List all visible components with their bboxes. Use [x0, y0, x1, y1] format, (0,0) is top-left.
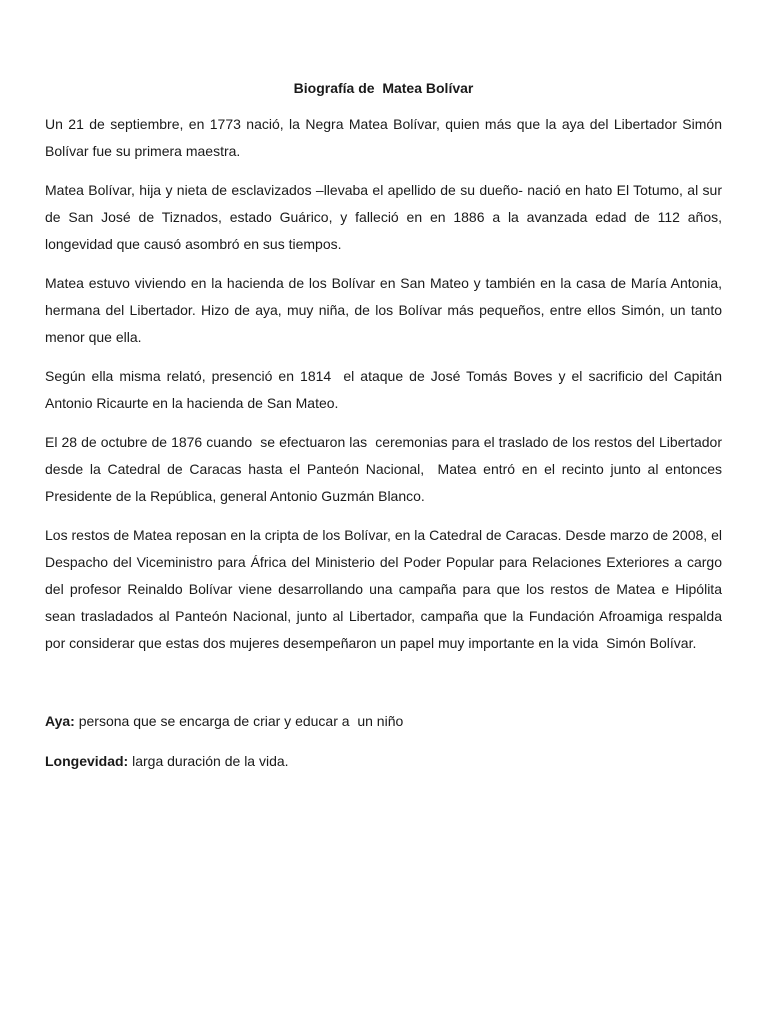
glossary-definition: larga duración de la vida.: [128, 753, 289, 769]
glossary: [45, 708, 722, 775]
body-paragraph: Matea estuvo viviendo en la hacienda de los Bolívar en San Mateo y también en la casa de María Antonia, hermana del Libertador. Hizo de aya, muy niña, de los Bolívar más pequeños, entre ellos Simón, un tanto menor que ella.: [45, 275, 726, 345]
glossary-term: Longevidad:: [45, 753, 129, 769]
glossary-term: Aya:: [45, 713, 75, 729]
glossary-entry: [45, 748, 722, 775]
body-paragraph: Un 21 de septiembre, en 1773 nació, la Negra Matea Bolívar, quien más que la aya del Libertador Simón Bolívar fue su primera maestra.: [45, 116, 726, 159]
body-paragraph: Los restos de Matea reposan en la cripta de los Bolívar, en la Catedral de Caracas. Desde marzo de 2008, el Despacho del Viceministro para África del Ministerio del Poder Popular para Relaciones Exteriores a cargo del profesor Reinaldo Bolívar viene desarrollando una campaña para que los restos de Matea e Hipólita sean trasladados al Panteón Nacional, junto al Libertador, campaña que la Fundación Afroamiga respalda por considerar que estas dos mujeres desempeñaron un papel muy importante en la vida Simón Bolívar.: [45, 527, 726, 651]
body-paragraph: El 28 de octubre de 1876 cuando se efectuaron las ceremonias para el traslado de los restos del Libertador desde la Catedral de Caracas hasta el Panteón Nacional, Matea entró en el recinto junto al entonces Presidente de la República, general Antonio Guzmán Blanco.: [45, 434, 726, 504]
document-title: Biografía de Matea Bolívar: [293, 80, 474, 96]
glossary-entry: [45, 708, 722, 735]
body-paragraph: Según ella misma relató, presenció en 1814 el ataque de José Tomás Boves y el sacrificio del Capitán Antonio Ricaurte en la hacienda de San Mateo.: [45, 368, 726, 411]
body-paragraph: Matea Bolívar, hija y nieta de esclavizados –llevaba el apellido de su dueño- nació en hato El Totumo, al sur de San José de Tiznados, estado Guárico, y falleció en en 1886 a la avanzada edad de 112 años, longevidad que causó asombró en sus tiempos.: [45, 182, 726, 252]
glossary-definition: persona que se encarga de criar y educar a un niño: [74, 713, 404, 729]
document-page: [45, 78, 726, 788]
